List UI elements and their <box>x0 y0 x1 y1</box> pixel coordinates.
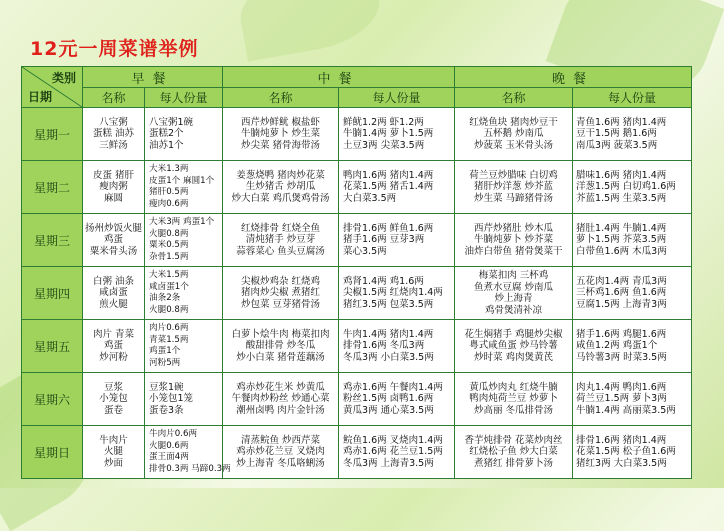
lunch-dish-line: 红烧排骨 红烧全鱼 <box>241 222 321 234</box>
breakfast-dish-line: 火腿 <box>103 446 123 458</box>
breakfast-portion-line: 油条2条 <box>149 293 181 303</box>
breakfast-portion-line: 油苏1个 <box>149 139 184 151</box>
lunch-dish-line: 猪肉炒尖椒 煮猪红 <box>241 287 321 299</box>
breakfast-portion-header: 每人份量 <box>145 88 223 108</box>
dinner-portions-cell <box>573 108 692 161</box>
breakfast-dish-names-cell <box>83 426 145 479</box>
breakfast-portion-line: 火腿0.8两 <box>149 228 189 239</box>
dinner-portion-line: 芥蓝1.5两 生菜3.5两 <box>576 192 667 204</box>
breakfast-portion-line: 小笼包1笼 <box>149 393 194 405</box>
breakfast-portion-line: 猪肝0.5两 <box>149 187 189 197</box>
breakfast-dish-names-cell <box>83 161 145 214</box>
day-row <box>22 214 692 267</box>
dinner-portion-line: 豆腐1.5两 上海青3两 <box>576 298 667 310</box>
breakfast-portion-line: 咸卤蛋1个 <box>149 281 189 292</box>
breakfast-portions-cell <box>145 108 223 161</box>
breakfast-portion-line: 杂骨1.5两 <box>149 251 189 262</box>
dinner-dish-line: 炒时菜 鸡肉煲黄芪 <box>474 351 554 363</box>
breakfast-portions-cell <box>145 214 223 267</box>
breakfast-portion-line: 大米1.3两 <box>149 164 189 174</box>
breakfast-portion-line: 蛋卷3条 <box>149 404 184 416</box>
lunch-portion-line: 鸡赤1.6两 花兰豆1.5两 <box>343 446 443 458</box>
breakfast-portion-line: 蛋王面4两 <box>149 452 189 462</box>
lunch-dish-line: 炒大白菜 鸡爪煲鸡骨汤 <box>231 192 330 204</box>
lunch-dish-line: 炒小白菜 猪骨莲藕汤 <box>236 351 325 363</box>
breakfast-dish-line: 小笼包 <box>99 393 128 405</box>
dinner-portion-line: 咸鱼1.2两 鸡蛋1个 <box>576 340 658 352</box>
lunch-portion-header: 每人份量 <box>339 88 455 108</box>
breakfast-portion-line: 火腿0.6两 <box>149 440 189 451</box>
breakfast-portion-line: 河粉5两 <box>149 357 181 368</box>
breakfast-dish-line: 瘦肉粥 <box>99 181 128 193</box>
weekly-menu-table <box>21 66 692 479</box>
lunch-dish-line: 鸡赤炒花兰豆 叉烧肉 <box>236 446 325 458</box>
dinner-portion-line: 牛腩1.4两 高丽菜3.5两 <box>576 404 676 416</box>
dinner-dish-names-cell <box>455 426 573 479</box>
dinner-portions-cell <box>573 161 692 214</box>
breakfast-dish-line: 鸡蛋 <box>103 340 123 352</box>
lunch-dish-line: 蒜蓉菜心 鱼头豆腐汤 <box>236 245 325 257</box>
breakfast-dish-names-cell <box>83 108 145 161</box>
dinner-dish-line: 红烧松子鱼 炒大白菜 <box>469 446 558 458</box>
lunch-portions-cell <box>339 320 455 373</box>
breakfast-dish-line: 三鲜汤 <box>99 139 128 151</box>
dinner-dish-line: 红烧鱼块 猪肉炒豆干 <box>469 116 558 128</box>
dinner-portion-line: 萝卜1.5两 芥菜3.5两 <box>576 234 667 246</box>
day-row <box>22 373 692 426</box>
category-label: 类别 <box>51 71 76 85</box>
breakfast-dish-line: 皮蛋 猪肝 <box>92 169 135 181</box>
lunch-dish-names-cell <box>223 426 339 479</box>
dinner-dish-line: 西芹炒猪肚 炒木瓜 <box>474 222 554 234</box>
dinner-portion-line: 洋葱1.5两 白切鸡1.6两 <box>576 181 676 193</box>
day-label: 星期四 <box>22 267 83 320</box>
dinner-portion-line: 荷兰豆1.5两 萝卜3两 <box>576 393 667 405</box>
day-label: 星期三 <box>22 214 83 267</box>
breakfast-portion-line: 八宝粥1碗 <box>149 116 194 128</box>
breakfast-portion-line: 排骨0.3两 马蹄0.3两 <box>149 463 231 474</box>
breakfast-portion-line: 豆浆1碗 <box>149 381 184 393</box>
lunch-name-header: 名称 <box>223 88 339 108</box>
lunch-header: 中餐 <box>223 67 455 88</box>
date-label: 日期 <box>28 90 53 104</box>
lunch-portions-cell <box>339 161 455 214</box>
lunch-portion-line: 排骨1.6两 鲜鱼1.6两 <box>343 222 434 234</box>
dinner-portion-line: 肉丸1.4两 鸭肉1.6两 <box>576 381 667 393</box>
lunch-portion-line: 大白菜3.5两 <box>343 192 397 204</box>
breakfast-portion-line: 青菜1.5两 <box>149 334 189 345</box>
dinner-dish-line: 牛腩炖萝卜 炒芥菜 <box>474 234 554 246</box>
day-row <box>22 267 692 320</box>
dinner-portion-line: 花菜1.5两 松子鱼1.6两 <box>576 446 676 458</box>
dinner-portions-cell <box>573 426 692 479</box>
breakfast-portions-cell <box>145 373 223 426</box>
day-row <box>22 108 692 161</box>
lunch-dish-names-cell <box>223 161 339 214</box>
dinner-dish-names-cell <box>455 108 573 161</box>
page-title: 12元一周菜谱举例 <box>30 38 199 60</box>
dinner-dish-line: 鸭肉炖荷兰豆 炒萝卜 <box>469 393 558 405</box>
lunch-dish-line: 清蒸鲩鱼 炒西芹菜 <box>241 434 321 446</box>
dinner-portions-cell <box>573 320 692 373</box>
lunch-dish-line: 炒包菜 豆芽猪骨汤 <box>241 298 321 310</box>
day-label: 星期二 <box>22 161 83 214</box>
breakfast-dish-line: 咸卤蛋 <box>99 287 128 299</box>
dinner-portion-line: 青鱼1.6两 猪肉1.4两 <box>576 116 667 128</box>
lunch-portion-line: 土豆3两 尖菜3.5两 <box>343 139 425 151</box>
dinner-header: 晚餐 <box>455 67 692 88</box>
breakfast-portions-cell <box>145 320 223 373</box>
breakfast-dish-line: 扬州炒饭火腿 <box>84 222 142 234</box>
breakfast-portion-line: 肉片0.6两 <box>149 323 189 333</box>
lunch-dish-line: 牛腩炖萝卜 炒生菜 <box>241 128 321 140</box>
lunch-portion-line: 尖椒1.5两 红烧肉1.4两 <box>343 287 443 299</box>
dinner-dish-line: 煮猪红 排骨萝卜汤 <box>474 457 554 469</box>
lunch-dish-line: 鸡赤炒花生米 炒黄瓜 <box>236 381 325 393</box>
breakfast-dish-line: 煎火腿 <box>99 298 128 310</box>
lunch-dish-names-cell <box>223 108 339 161</box>
dinner-portions-cell <box>573 373 692 426</box>
breakfast-portion-line: 皮蛋1个 麻圆1个 <box>149 175 215 186</box>
breakfast-portions-cell <box>145 426 231 479</box>
lunch-portion-line: 鸡赤1.6两 午餐肉1.4两 <box>343 381 443 393</box>
lunch-dish-line: 炒上海青 冬瓜咯蜊汤 <box>236 457 325 469</box>
lunch-portion-line: 冬瓜3两 上海青3.5两 <box>343 457 434 469</box>
lunch-dish-names-cell <box>223 373 339 426</box>
dinner-portions-cell <box>573 267 692 320</box>
dinner-dish-line: 油炸白带鱼 猪骨煲菜干 <box>464 245 563 257</box>
breakfast-portions-cell <box>145 267 223 320</box>
breakfast-dish-line: 炒面 <box>103 457 123 469</box>
breakfast-dish-line: 麻圆 <box>103 192 123 204</box>
day-label: 星期六 <box>22 373 83 426</box>
lunch-portions-cell <box>339 214 455 267</box>
dinner-portion-line: 腊味1.6两 猪肉1.4两 <box>576 169 667 181</box>
breakfast-header: 早餐 <box>83 67 223 88</box>
dinner-portions-cell <box>573 214 692 267</box>
lunch-dish-names-cell <box>223 320 339 373</box>
dinner-portion-line: 南瓜3两 菠菜3.5两 <box>576 139 658 151</box>
dinner-dish-line: 荷兰豆炒腊味 白切鸡 <box>469 169 558 181</box>
lunch-portions-cell <box>339 267 455 320</box>
dinner-dish-names-cell <box>455 320 573 373</box>
breakfast-dish-line: 蛋糕 油苏 <box>92 128 135 140</box>
lunch-dish-line: 潮州卤鸭 肉片金针汤 <box>236 404 325 416</box>
lunch-portion-line: 牛肉1.4两 猪肉1.4两 <box>343 328 434 340</box>
dinner-dish-line: 黄瓜炒肉丸 红烧牛腩 <box>469 381 558 393</box>
lunch-portions-cell <box>339 108 455 161</box>
breakfast-portion-line: 瘦肉0.6两 <box>149 198 189 209</box>
lunch-portion-line: 菜心3.5两 <box>343 245 387 257</box>
breakfast-dish-line: 蛋卷 <box>103 404 123 416</box>
breakfast-name-header: 名称 <box>83 88 145 108</box>
lunch-portions-cell <box>339 373 455 426</box>
lunch-dish-line: 酸甜排骨 炒冬瓜 <box>245 340 316 352</box>
lunch-portion-line: 黄瓜3两 通心菜3.5两 <box>343 404 434 416</box>
dinner-portion-line: 马铃薯3两 时菜3.5两 <box>576 351 667 363</box>
breakfast-portion-line: 大米1.5两 <box>149 270 189 280</box>
dinner-dish-line: 花生焖猪手 鸡腿炒尖椒 <box>464 328 563 340</box>
dinner-portion-line: 猪肚1.4两 牛腩1.4两 <box>576 222 667 234</box>
dinner-dish-line: 香芋炖排骨 花菜炒肉丝 <box>464 434 563 446</box>
lunch-portion-line: 冬瓜3两 小白菜3.5两 <box>343 351 434 363</box>
dinner-dish-names-cell <box>455 161 573 214</box>
breakfast-dish-names-cell <box>83 214 145 267</box>
dinner-dish-line: 猪肝炒洋葱 炒芥蓝 <box>474 181 554 193</box>
dinner-portion-line: 豆干1.5两 鹅1.6两 <box>576 128 657 140</box>
dinner-portion-line: 白带鱼1.6两 木瓜3两 <box>576 245 667 257</box>
lunch-dish-line: 尖椒炒鸡杂 红烧鸡 <box>241 275 321 287</box>
lunch-dish-line: 白萝卜烩牛肉 梅菜扣肉 <box>231 328 330 340</box>
lunch-portion-line: 鲩鱼1.6两 叉烧肉1.4两 <box>343 434 443 446</box>
dinner-dish-line: 梅菜扣肉 三杯鸡 <box>478 270 549 281</box>
breakfast-portion-line: 牛肉片0.6两 <box>149 429 198 439</box>
breakfast-dish-line: 豆浆 <box>103 381 123 393</box>
lunch-dish-names-cell <box>223 267 339 320</box>
day-label: 星期五 <box>22 320 83 373</box>
dinner-dish-line: 鱼煮水豆腐 炒南瓜 <box>474 281 554 293</box>
breakfast-dish-names-cell <box>83 267 145 320</box>
dinner-dish-names-cell <box>455 214 573 267</box>
breakfast-dish-line: 八宝粥 <box>99 116 128 128</box>
lunch-portion-line: 排骨1.6两 冬瓜3两 <box>343 340 425 352</box>
breakfast-dish-line: 肉片 青菜 <box>92 328 135 340</box>
dinner-name-header: 名称 <box>455 88 573 108</box>
menu-body <box>22 108 692 479</box>
lunch-portion-line: 猪手1.6两 豆芽3两 <box>343 234 425 246</box>
day-row <box>22 320 692 373</box>
dinner-dish-line: 炒上海青 <box>494 293 533 304</box>
lunch-dish-line: 姜葱烧鸭 猪肉炒花菜 <box>236 169 325 181</box>
breakfast-dish-line: 鸡蛋 <box>103 234 123 246</box>
breakfast-portion-line: 火腿0.8两 <box>149 304 189 315</box>
breakfast-dish-line: 牛肉片 <box>99 434 128 446</box>
lunch-portions-cell <box>339 426 455 479</box>
day-row <box>22 161 692 214</box>
dinner-portion-header: 每人份量 <box>573 88 692 108</box>
dinner-dish-line: 炒生菜 马蹄猪骨汤 <box>474 192 554 204</box>
lunch-portion-line: 鸡肾1.4两 鸡1.6两 <box>343 275 424 287</box>
lunch-dish-line: 午餐肉炒粉丝 炒通心菜 <box>231 393 330 405</box>
day-label: 星期日 <box>22 426 83 479</box>
lunch-portion-line: 猪红3.5两 包菜3.5两 <box>343 298 434 310</box>
lunch-portion-line: 花菜1.5两 猪舌1.4两 <box>343 181 434 193</box>
dinner-dish-line: 粤式咸鱼蛋 炒马铃薯 <box>469 340 558 352</box>
lunch-dish-line: 西芹炒鲜鱿 椒盐虾 <box>241 116 321 128</box>
lunch-dish-names-cell <box>223 214 339 267</box>
lunch-dish-line: 清炖猪手 炒豆芽 <box>245 234 316 246</box>
lunch-portion-line: 鸭肉1.6两 猪肉1.4两 <box>343 169 434 181</box>
breakfast-dish-names-cell <box>83 373 145 426</box>
dinner-portion-line: 排骨1.6两 猪肉1.4两 <box>576 434 667 446</box>
breakfast-portions-cell <box>145 161 223 214</box>
dinner-portion-line: 猪手1.6两 鸡腿1.6两 <box>576 328 667 340</box>
dinner-dish-names-cell <box>455 267 573 320</box>
dinner-portion-line: 三杯鸡1.6两 鱼1.6两 <box>576 287 667 299</box>
breakfast-dish-line: 炒河粉 <box>99 351 128 363</box>
lunch-dish-line: 炒尖菜 猪骨海带汤 <box>241 139 321 151</box>
lunch-portion-line: 粉丝1.5两 卤鸭1.6两 <box>343 393 434 405</box>
dinner-dish-line: 五杯鹅 炒南瓜 <box>483 128 544 140</box>
dinner-portion-line: 五花肉1.4两 青瓜3两 <box>576 275 667 287</box>
lunch-portion-line: 牛腩1.4两 萝卜1.5两 <box>343 128 434 140</box>
dinner-portion-line: 猪红3两 大白菜3.5两 <box>576 457 667 469</box>
dinner-dish-line: 炒高丽 冬瓜排骨汤 <box>474 404 554 416</box>
dinner-dish-line: 鸡骨煲清补凉 <box>485 304 543 316</box>
header-corner-cell <box>22 67 83 108</box>
breakfast-dish-line: 粟米骨头汤 <box>89 245 138 257</box>
breakfast-portion-line: 蛋糕2个 <box>149 128 184 140</box>
day-row <box>22 426 692 479</box>
breakfast-portion-line: 鸡蛋1个 <box>149 346 181 356</box>
breakfast-dish-line: 白粥 油条 <box>92 275 135 287</box>
lunch-dish-line: 生炒猪舌 炒胡瓜 <box>245 181 316 193</box>
dinner-dish-names-cell <box>455 373 573 426</box>
day-label: 星期一 <box>22 108 83 161</box>
breakfast-portion-line: 大米3两 鸡蛋1个 <box>149 217 215 227</box>
lunch-portion-line: 鲜鱿1.2两 虾1.2两 <box>343 116 424 128</box>
breakfast-portion-line: 粟米0.5两 <box>149 240 189 250</box>
dinner-dish-line: 炒菠菜 玉米骨头汤 <box>474 139 554 151</box>
breakfast-dish-names-cell <box>83 320 145 373</box>
